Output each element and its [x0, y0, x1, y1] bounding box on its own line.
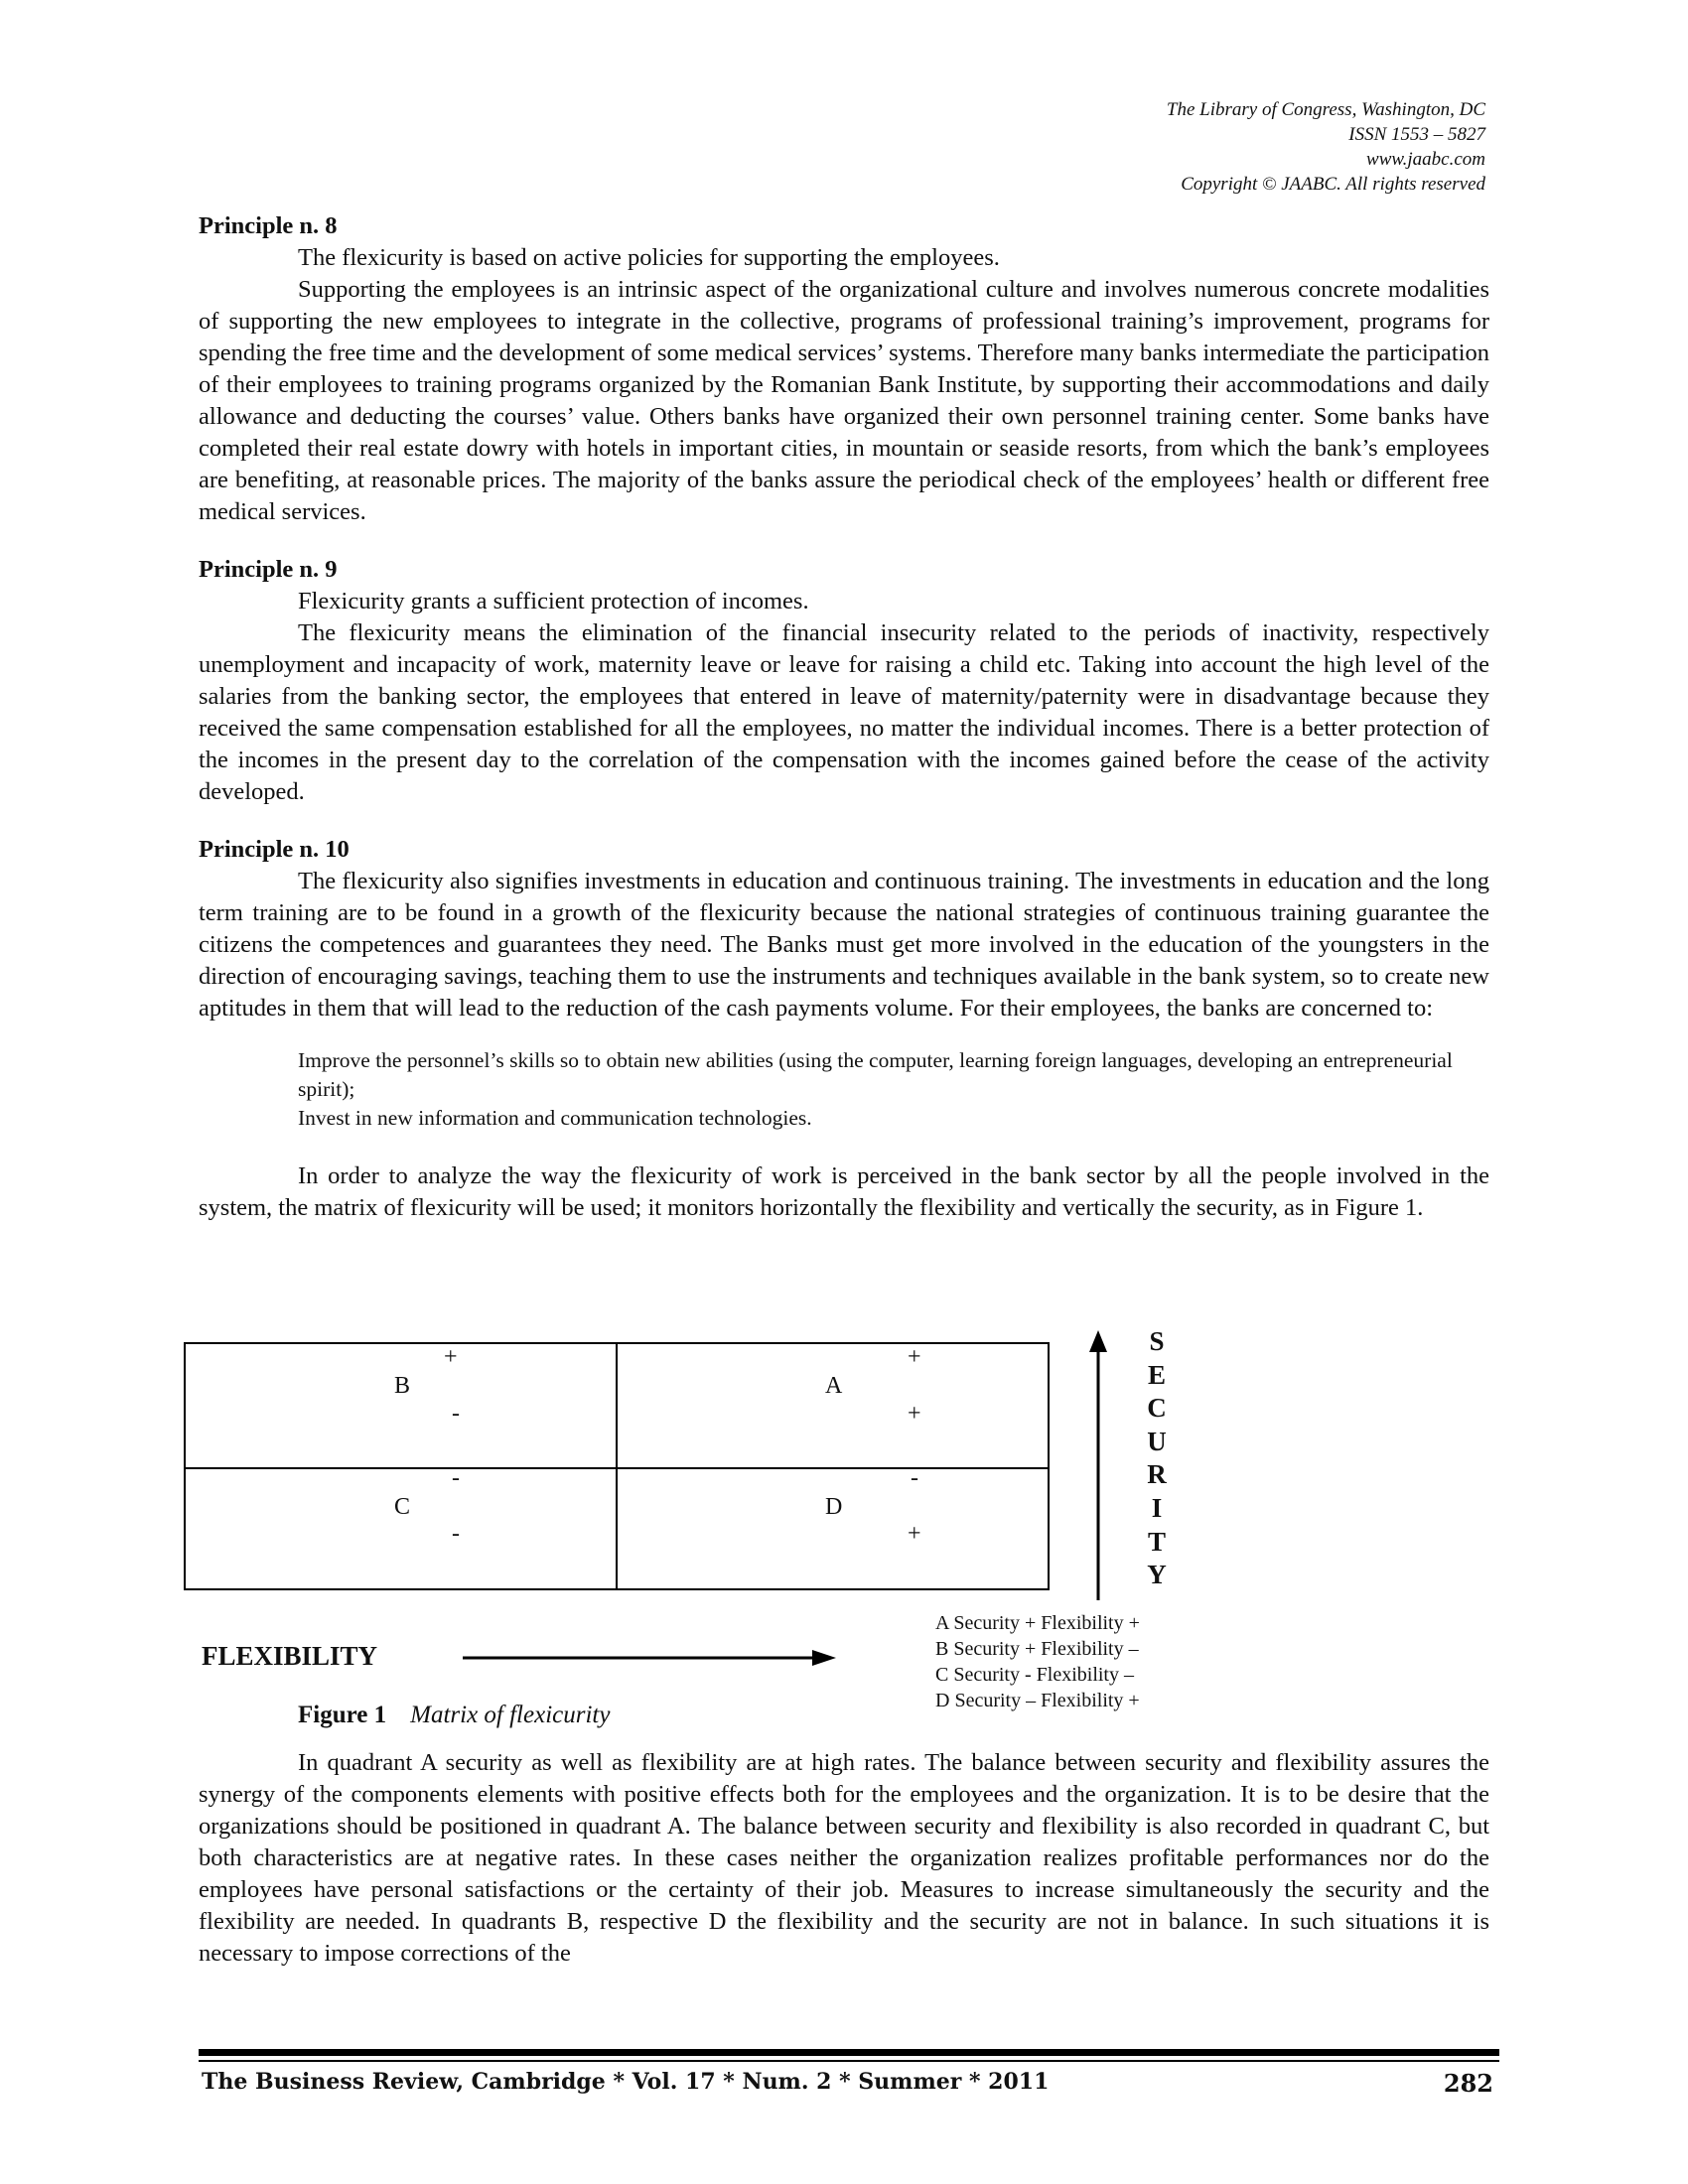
header-library: The Library of Congress, Washington, DC	[1166, 99, 1485, 120]
principle-9-section	[199, 554, 1489, 808]
quadrant-c-bottom-sign: -	[452, 1521, 460, 1547]
quadrant-d-top-sign: -	[911, 1465, 918, 1491]
legend-item: C Security - Flexibility –	[935, 1664, 1134, 1686]
flexibility-axis-label: FLEXIBILITY	[202, 1641, 378, 1671]
principle-8-heading: Principle n. 8	[199, 212, 338, 239]
security-letter: U	[1147, 1426, 1167, 1456]
closing-paragraph: In quadrant A security as well as flexibility are at high rates. The balance between security and flexibility assures the synergy of the components elements with positive effects both for the employees and the organization. It is to be desire that the organizations should be positioned in quadrant A. The balance between security and flexibility is also recorded in quadrant C, but both characteristics are at negative rates. In these cases neither the organization realizes profitable performances nor do the employees have personal satisfactions or the certainty of their job. Measures to increase simultaneously the security and the flexibility are needed. In quadrants B, respective D the flexibility and the security are not in balance. In such situations it is necessary to impose corrections of the	[199, 1749, 1489, 1967]
figure-title: Matrix of flexicurity	[410, 1702, 611, 1728]
security-letter: S	[1149, 1326, 1165, 1356]
page-number: 282	[1443, 2069, 1493, 2098]
security-letter: T	[1147, 1526, 1166, 1557]
footer-rule-thick	[199, 2049, 1499, 2056]
quadrant-a-label: A	[825, 1373, 843, 1399]
security-axis-label	[1142, 1325, 1172, 1592]
principle-10-list	[298, 1046, 1489, 1133]
security-letter: E	[1147, 1359, 1166, 1390]
header-website: www.jaabc.com	[1366, 149, 1485, 170]
quadrant-b-bottom-sign: -	[452, 1401, 460, 1427]
principle-8-section	[199, 210, 1489, 528]
legend-item: B Security + Flexibility –	[935, 1638, 1139, 1660]
principle-9-body: The flexicurity means the elimination of the financial insecurity related to the periods of inactivity, respectively unemployment and incapacity of work, maternity leave or leave for raising a child etc. Taking into account the high level of the salaries from the banking sector, the employees that entered in leave of maternity/paternity were in disadvantage because they received the same compensation established for all the employees, no matter the individual incomes. There is a better protection of the incomes in the present day to the correlation of the compensation with the incomes gained before the cease of the activity developed.	[199, 619, 1489, 805]
figure-number: Figure 1	[298, 1702, 387, 1728]
security-arrow	[1087, 1330, 1109, 1600]
quadrant-b-top-sign: +	[444, 1344, 458, 1370]
header-issn: ISSN 1553 – 5827	[1348, 124, 1485, 145]
quadrant-a-top-sign: +	[908, 1344, 921, 1370]
principle-9-lead: Flexicurity grants a sufficient protection of incomes.	[298, 588, 809, 614]
security-letter: I	[1151, 1492, 1163, 1523]
principle-10-body: The flexicurity also signifies investments in education and continuous training. The investments in education and the long term training are to be found in a growth of the flexicurity because the national strategies of continuous training guarantee the citizens the competences and guarantees they need. The Banks must get more involved in the education of the youngsters in the direction of encouraging savings, teaching them to use the instruments and techniques available in the bank system, so to create new aptitudes in them that will lead to the reduction of the cash payments volume. For their employees, the banks are concerned to:	[199, 868, 1489, 1022]
legend-item: D Security – Flexibility +	[935, 1690, 1140, 1711]
analysis-paragraph: In order to analyze the way the flexicurity of work is perceived in the bank sector by all the people involved in the system, the matrix of flexicurity will be used; it monitors horizontally the flexibility and vertically the security, as in Figure 1.	[199, 1162, 1489, 1221]
flexicurity-matrix	[184, 1342, 1050, 1590]
header-copyright: Copyright © JAABC. All rights reserved	[1181, 174, 1485, 195]
quadrant-d-bottom-sign: +	[908, 1521, 921, 1547]
footer-rule-thin	[199, 2060, 1499, 2062]
security-letter: Y	[1147, 1560, 1167, 1590]
figure-legend	[935, 1610, 1140, 1713]
journal-header	[1167, 97, 1485, 197]
quadrant-c-top-sign: -	[452, 1465, 460, 1491]
body-text-top	[199, 210, 1489, 1224]
quadrant-b-label: B	[394, 1373, 411, 1399]
principle-8-lead: The flexicurity is based on active policies for supporting the employees.	[298, 244, 1000, 271]
security-letter: R	[1147, 1459, 1167, 1490]
security-letter: C	[1147, 1393, 1167, 1424]
legend-item: A Security + Flexibility +	[935, 1612, 1140, 1634]
principle-9-heading: Principle n. 9	[199, 556, 338, 583]
principle-8-body: Supporting the employees is an intrinsic aspect of the organizational culture and involves numerous concrete modalities of supporting the new employees to integrate in the collective, programs of professional training’s improvement, programs for spending the free time and the development of some medical services’ systems. Therefore many banks intermediate the participation of their employees to training programs organized by the Romanian Bank Institute, by supporting their accommodations and daily allowance and deducting the courses’ value. Others banks have organized their own personnel training center. Some banks have completed their real estate dowry with hotels in important cities, in mountain or seaside resorts, from which the bank’s employees are benefiting, at reasonable prices. The majority of the banks assure the periodical check of the employees’ health or different free medical services.	[199, 276, 1489, 525]
principle-10-section	[199, 834, 1489, 1224]
figure-caption	[298, 1702, 610, 1729]
flexibility-arrow	[463, 1646, 836, 1670]
quadrant-d-label: D	[825, 1494, 843, 1520]
list-item: Improve the personnel’s skills so to obtain new abilities (using the computer, learning foreign languages, developing an entrepreneurial spirit);	[298, 1048, 1453, 1101]
principle-10-heading: Principle n. 10	[199, 836, 350, 863]
list-item: Invest in new information and communication technologies.	[298, 1106, 812, 1130]
matrix-vertical-divider	[616, 1344, 618, 1588]
body-text-bottom	[199, 1747, 1489, 1970]
footer-journal-info: The Business Review, Cambridge * Vol. 17 * Num. 2 * Summer * 2011	[202, 2069, 1050, 2095]
quadrant-a-bottom-sign: +	[908, 1401, 921, 1427]
quadrant-c-label: C	[394, 1494, 411, 1520]
